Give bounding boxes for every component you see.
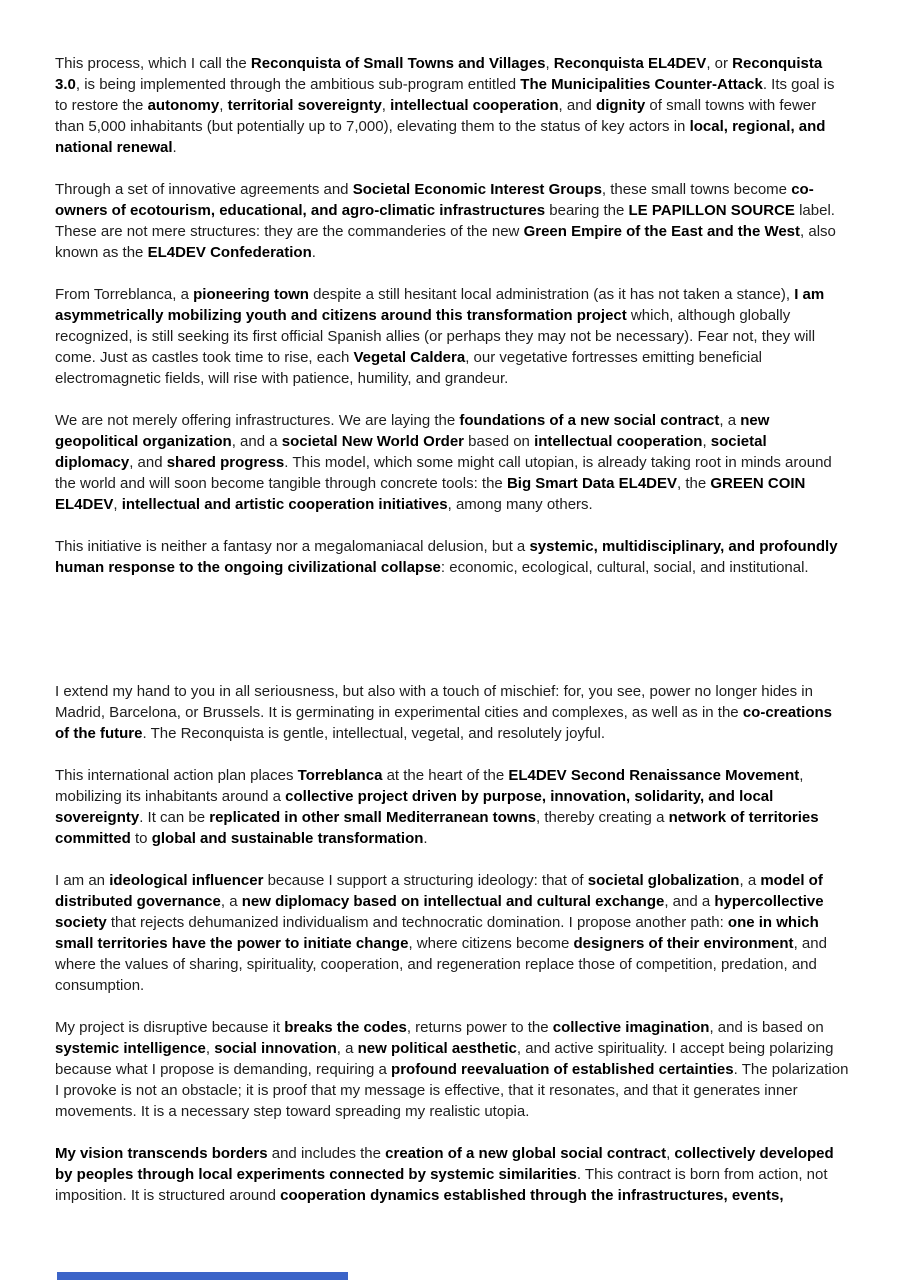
text-run: Reconquista of Small Towns and Villages (250, 55, 546, 72)
text-run: to (130, 830, 152, 847)
text-run: . The polarization I provoke is not an obstacle; it is proof that my message is effective, that it resonates, and that it generates inner movements. It is a necessary step toward spreading my realistic utopia. (55, 1061, 849, 1120)
paragraph (55, 179, 849, 263)
text-run: . (423, 830, 428, 847)
text-run: The Municipalities Counter-Attack (520, 76, 763, 93)
text-run: hypercollective society (55, 893, 824, 931)
text-run: new geopolitical organization (55, 412, 770, 450)
text-run: , (219, 97, 228, 114)
text-run: : economic, ecological, cultural, social, and institutional. (440, 559, 809, 576)
paragraph (55, 681, 849, 744)
text-run: Vegetal Caldera (353, 349, 466, 366)
text-run: that rejects dehumanized individualism and technocratic domination. I propose another path: (106, 914, 728, 931)
text-run: based on (464, 433, 535, 450)
text-run: of small towns with fewer than 5,000 inhabitants (but potentially up to 7,000), elevating them to the status of key actors in (55, 97, 817, 135)
text-run: Big Smart Data EL4DEV (506, 475, 677, 492)
text-run: social innovation (214, 1040, 337, 1057)
text-run: . (311, 244, 316, 261)
text-run: EL4DEV Confederation (147, 244, 312, 261)
text-run: . Its goal is to restore the (55, 76, 835, 114)
text-run: , (545, 55, 554, 72)
text-run: , (381, 97, 391, 114)
text-run: , and is based on (709, 1019, 824, 1036)
text-run: , and where the values of sharing, spirituality, cooperation, and regeneration replace those of competition, predation, and consumption. (55, 935, 827, 994)
text-run: , our vegetative fortresses emitting beneficial electromagnetic fields, will rise with patience, humility, and grandeur. (55, 349, 763, 387)
text-run: and includes the (267, 1145, 386, 1162)
text-run: systemic intelligence (55, 1040, 206, 1057)
text-run: . It can be (139, 809, 210, 826)
text-run: creation of a new global social contract (385, 1145, 667, 1162)
text-run: GREEN COIN EL4DEV (55, 475, 806, 513)
text-run: From Torreblanca, a (55, 286, 194, 303)
text-run: , mobilizing its inhabitants around a (55, 767, 804, 805)
text-run: global and sustainable transformation (151, 830, 424, 847)
text-run: collective project driven by purpose, innovation, solidarity, and local sovereignty (55, 788, 774, 826)
text-run: profound reevaluation of established certainties (391, 1061, 734, 1078)
text-run: , also known as the (55, 223, 836, 261)
text-run: model of distributed governance (55, 872, 823, 910)
text-run: network of territories committed (55, 809, 819, 847)
text-run: , thereby creating a (536, 809, 669, 826)
text-run: , (666, 1145, 675, 1162)
text-run: . This model, which some might call utopian, is already taking root in minds around the world and will soon become tangible through concrete tools: the (55, 454, 832, 492)
text-run: , and a (231, 433, 282, 450)
text-run: , a (719, 412, 741, 429)
text-run: designers of their environment (573, 935, 794, 952)
text-run: I am asymmetrically mobilizing youth and citizens around this transformation project (55, 286, 825, 324)
text-run: , (113, 496, 122, 513)
text-run: shared progress (166, 454, 285, 471)
text-run: cooperation dynamics established through the infrastructures, events, (280, 1187, 784, 1204)
text-run: societal diplomacy (55, 433, 767, 471)
text-run: territorial sovereignty (227, 97, 382, 114)
text-run: Green Empire of the East and the West (523, 223, 801, 240)
paragraph (55, 284, 849, 389)
paragraph (55, 53, 849, 158)
text-run: intellectual cooperation (390, 97, 559, 114)
paragraph (55, 1143, 849, 1206)
text-run: . (172, 139, 177, 156)
text-run: Torreblanca (297, 767, 383, 784)
text-run: co-owners of ecotourism, educational, and agro-climatic infrastructures (55, 181, 814, 219)
text-run: , (702, 433, 711, 450)
text-run: Reconquista EL4DEV (553, 55, 707, 72)
paragraph (55, 870, 849, 996)
text-run: which, although globally recognized, is still seeking its first official Spanish allies (or perhaps they may not be necessary). Fear not, they will come. Just as castles took time to rise, each (55, 307, 816, 366)
text-run: , or (706, 55, 733, 72)
text-run: autonomy (147, 97, 220, 114)
text-run: despite a still hesitant local administration (as it has not taken a stance), (308, 286, 795, 303)
text-run: collective imagination (552, 1019, 710, 1036)
text-run: , among many others. (447, 496, 593, 513)
text-run: collectively developed by peoples through local experiments connected by systemic similarities (55, 1145, 834, 1183)
text-run: label. These are not mere structures: they are the commanderies of the new (55, 202, 835, 240)
text-run: Societal Economic Interest Groups (352, 181, 602, 198)
paragraph (55, 536, 849, 578)
text-run: I am an (55, 872, 110, 889)
text-run: , where citizens become (408, 935, 574, 952)
text-run: intellectual cooperation (534, 433, 703, 450)
text-run: societal globalization (587, 872, 740, 889)
text-run: , returns power to the (406, 1019, 553, 1036)
text-run: I extend my hand to you in all seriousness, but also with a touch of mischief: for, you see, power no longer hides in Madrid, Barcelona, or Brussels. It is germinating in experimental cities and complexes, as well as in the (55, 683, 813, 721)
text-run: EL4DEV Second Renaissance Movement (508, 767, 800, 784)
paragraph (55, 765, 849, 849)
text-run: My vision transcends borders (55, 1145, 268, 1162)
text-run: ideological influencer (109, 872, 264, 889)
text-run: , and a (664, 893, 715, 910)
text-run: breaks the codes (284, 1019, 407, 1036)
text-run: one in which small territories have the power to initiate change (55, 914, 819, 952)
cut-off-highlighted-line-sliver (57, 1272, 348, 1280)
text-run: at the heart of the (382, 767, 509, 784)
text-run: intellectual and artistic cooperation initiatives (121, 496, 448, 513)
text-run: systemic, multidisciplinary, and profoundly human response to the ongoing civilizational collapse (55, 538, 838, 576)
text-run: , (205, 1040, 215, 1057)
text-run: dignity (596, 97, 646, 114)
text-run: foundations of a new social contract (459, 412, 720, 429)
document-text-container (55, 53, 849, 1227)
text-run: replicated in other small Mediterranean towns (209, 809, 536, 826)
text-run: , and (558, 97, 597, 114)
text-run: LE PAPILLON SOURCE (628, 202, 795, 219)
text-run: Through a set of innovative agreements and (55, 181, 353, 198)
text-run: , a (336, 1040, 358, 1057)
text-run: because I support a structuring ideology: that of (263, 872, 588, 889)
text-run: co-creations of the future (55, 704, 833, 742)
text-run: bearing the (545, 202, 629, 219)
text-run: , a (220, 893, 242, 910)
text-run: , and active spirituality. I accept being polarizing because what I propose is demanding, requiring a (55, 1040, 834, 1078)
paragraph (55, 410, 849, 515)
text-run: . The Reconquista is gentle, intellectual, vegetal, and resolutely joyful. (142, 725, 605, 742)
text-run: . This contract is born from action, not imposition. It is structured around (55, 1166, 828, 1204)
text-run: local, regional, and national renewal (55, 118, 826, 156)
text-run: , is being implemented through the ambitious sub-program entitled (75, 76, 521, 93)
text-run: pioneering town (193, 286, 309, 303)
text-run: societal New World Order (281, 433, 465, 450)
text-run: Reconquista 3.0 (55, 55, 823, 93)
text-run: This initiative is neither a fantasy nor a megalomaniacal delusion, but a (55, 538, 530, 555)
text-run: My project is disruptive because it (55, 1019, 285, 1036)
text-run: We are not merely offering infrastructures. We are laying the (55, 412, 460, 429)
paragraph (55, 1017, 849, 1122)
text-run: , and (129, 454, 167, 471)
text-run: This international action plan places (55, 767, 298, 784)
text-run: , a (739, 872, 761, 889)
text-run: , these small towns become (601, 181, 792, 198)
text-run: new diplomacy based on intellectual and cultural exchange (241, 893, 665, 910)
text-run: This process, which I call the (55, 55, 251, 72)
text-run: new political aesthetic (357, 1040, 517, 1057)
text-run: , the (677, 475, 711, 492)
